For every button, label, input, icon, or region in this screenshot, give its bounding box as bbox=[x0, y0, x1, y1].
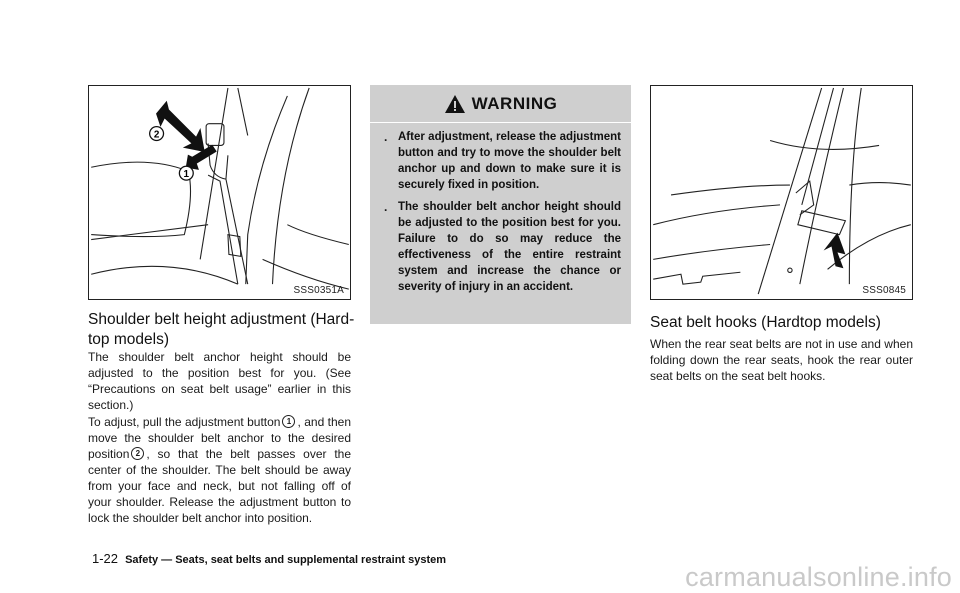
instructions-part-c: , so that the belt passes over the center of the shoulder. The belt should be away from your face and neck, but not falling off of your shoulder. Release the adjustment button to lock the shoulder belt anchor into position. bbox=[88, 447, 351, 525]
page-footer bbox=[92, 551, 446, 566]
warning-item bbox=[370, 129, 631, 193]
figure-code: SSS0845 bbox=[862, 285, 906, 296]
callout-1-label: 1 bbox=[183, 169, 190, 181]
shoulder-belt-illustration bbox=[89, 86, 350, 299]
warning-title: WARNING bbox=[471, 93, 558, 113]
warning-box bbox=[370, 85, 631, 324]
seat-belt-hook-illustration bbox=[651, 86, 912, 299]
section-heading: Shoulder belt height adjustment (Hard-top models) bbox=[88, 311, 355, 348]
bullet: . bbox=[384, 200, 388, 214]
warning-item-text: After adjustment, release the adjustment button and try to move the shoulder belt anchor up and down to make sure it is securely fixed in position. bbox=[398, 131, 621, 191]
instructions-part-b: , and then move the shoulder belt anchor to the desired position bbox=[88, 415, 352, 461]
section-title: Safety — Seats, seat belts and supplemental restraint system bbox=[125, 554, 447, 566]
hook-paragraph: When the rear seat belts are not in use and when folding down the rear seats, hook the rear outer seat belts on the seat belt hooks. bbox=[650, 337, 913, 383]
figure-code: SSS0351A bbox=[293, 285, 344, 296]
shoulder-belt-figure bbox=[88, 85, 351, 300]
warning-list bbox=[370, 129, 631, 301]
section-heading: Seat belt hooks (Hardtop models) bbox=[650, 314, 881, 331]
warning-header bbox=[370, 85, 631, 123]
intro-paragraph: The shoulder belt anchor height should be adjusted to the position best for you. (See “Precautions on seat belt usage” earlier in this section.) bbox=[88, 350, 351, 412]
callout-2-label: 2 bbox=[153, 129, 160, 141]
warning-item-text: The shoulder belt anchor height should be adjusted to the position best for you. Failure to do so may reduce the effectiveness of the entire restraint system and increase the chance or severity of injury in an accident. bbox=[398, 201, 621, 293]
instructions-part-a: To adjust, pull the adjustment button bbox=[88, 415, 281, 429]
instructions-paragraph bbox=[88, 414, 351, 526]
watermark: carmanualsonline.info bbox=[685, 562, 952, 592]
bullet: . bbox=[384, 130, 388, 144]
page-number: 1-22 bbox=[92, 551, 119, 566]
seat-belt-hook-figure bbox=[650, 85, 913, 300]
callout-1-icon: 1 bbox=[282, 415, 295, 428]
callout-2-icon: 2 bbox=[131, 447, 144, 460]
warning-triangle-icon bbox=[444, 94, 466, 114]
warning-item bbox=[370, 199, 631, 295]
